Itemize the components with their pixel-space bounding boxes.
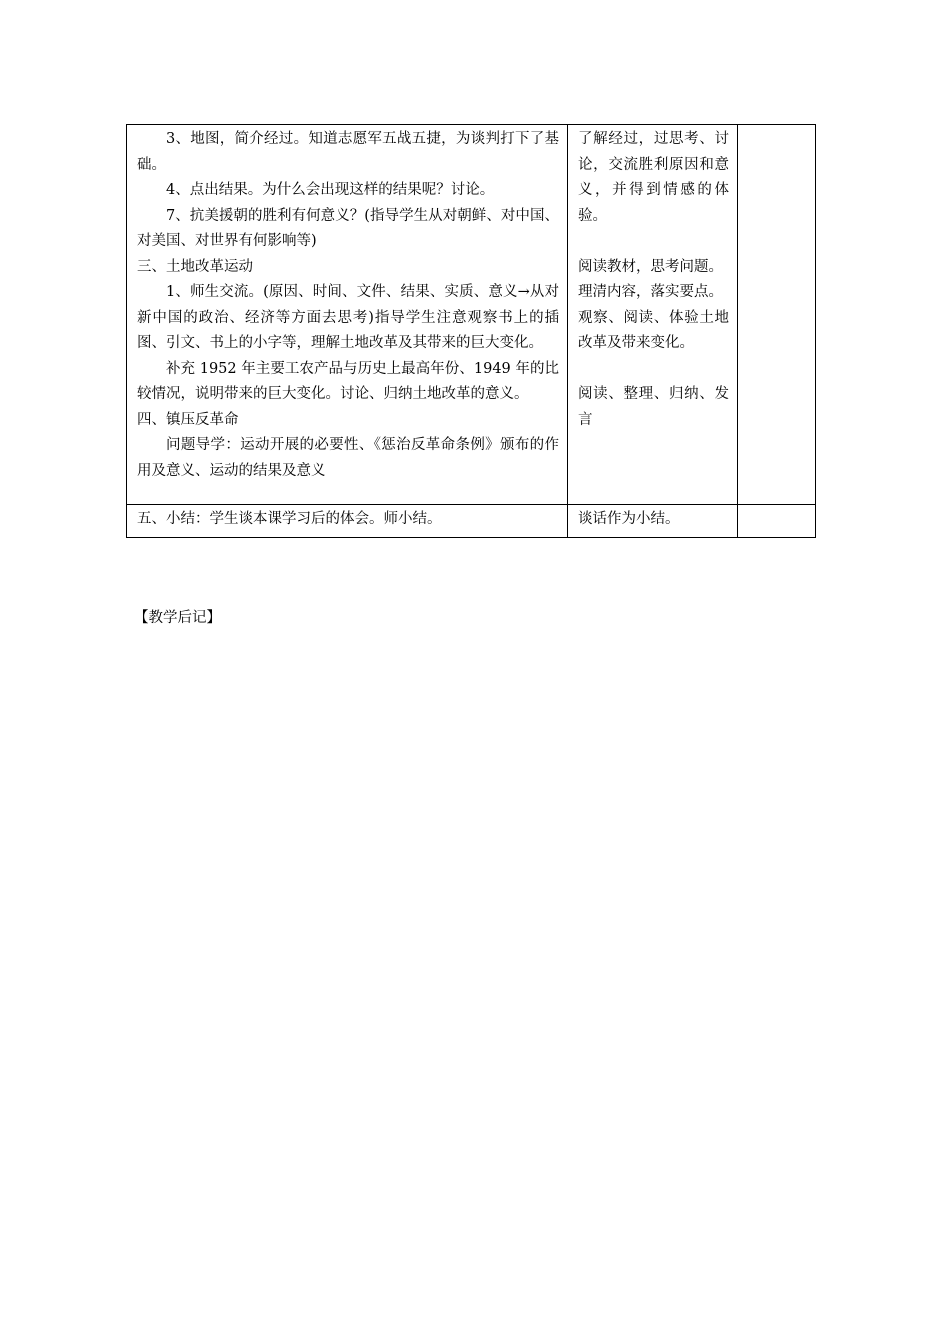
notes-cell bbox=[738, 125, 816, 505]
summary-student-cell bbox=[568, 505, 738, 538]
section-heading-land-reform: 三、土地改革运动 bbox=[137, 258, 253, 275]
activity-item-understand: 了解经过，过思考、讨论，交流胜利原因和意义，并得到情感的体验。 bbox=[578, 131, 729, 224]
activity-item-organize: 阅读、整理、归纳、发言 bbox=[578, 386, 729, 428]
table-row bbox=[127, 125, 816, 505]
section-heading-suppression: 四、镇压反革命 bbox=[137, 411, 239, 428]
process-item-supplement: 补充 1952 年主要工农产品与历史上最高年份、1949 年的比较情况，说明带来的巨大变化。讨论、归纳土地改革的意义。 bbox=[137, 360, 559, 402]
summary-student-text: 谈话作为小结。 bbox=[578, 511, 680, 527]
table-row bbox=[127, 505, 816, 538]
activity-item-clarify: 理清内容，落实要点。 bbox=[578, 284, 723, 300]
process-item-guided-questions: 问题导学：运动开展的必要性、《惩治反革命条例》颁布的作用及意义、运动的结果及意义 bbox=[137, 437, 559, 479]
activity-item-observe: 观察、阅读、体验土地改革及带来变化。 bbox=[578, 309, 729, 351]
activity-item-read: 阅读教材，思考问题。 bbox=[578, 258, 723, 275]
teaching-postscript-heading: 【教学后记】 bbox=[134, 610, 221, 626]
process-item-map: 3、地图，简介经过。知道志愿军五战五捷，为谈判打下了基础。 bbox=[137, 131, 559, 173]
teaching-process-cell bbox=[127, 125, 568, 505]
student-activity-cell bbox=[568, 125, 738, 505]
summary-notes-cell bbox=[738, 505, 816, 538]
lesson-plan-table bbox=[126, 124, 816, 538]
summary-teaching-cell bbox=[127, 505, 568, 538]
summary-teaching-text: 五、小结：学生谈本课学习后的体会。师小结。 bbox=[137, 511, 442, 527]
process-item-result: 4、点出结果。为什么会出现这样的结果呢？讨论。 bbox=[166, 182, 495, 198]
process-item-exchange: 1、师生交流。(原因、时间、文件、结果、实质、意义→从对新中国的政治、经济等方面去思考)指导学生注意观察书上的插图、引文、书上的小字等，理解土地改革及其带来的巨大变化。 bbox=[137, 284, 559, 351]
process-item-significance: 7、抗美援朝的胜利有何意义？(指导学生从对朝鲜、对中国、对美国、对世界有何影响等) bbox=[137, 207, 559, 249]
